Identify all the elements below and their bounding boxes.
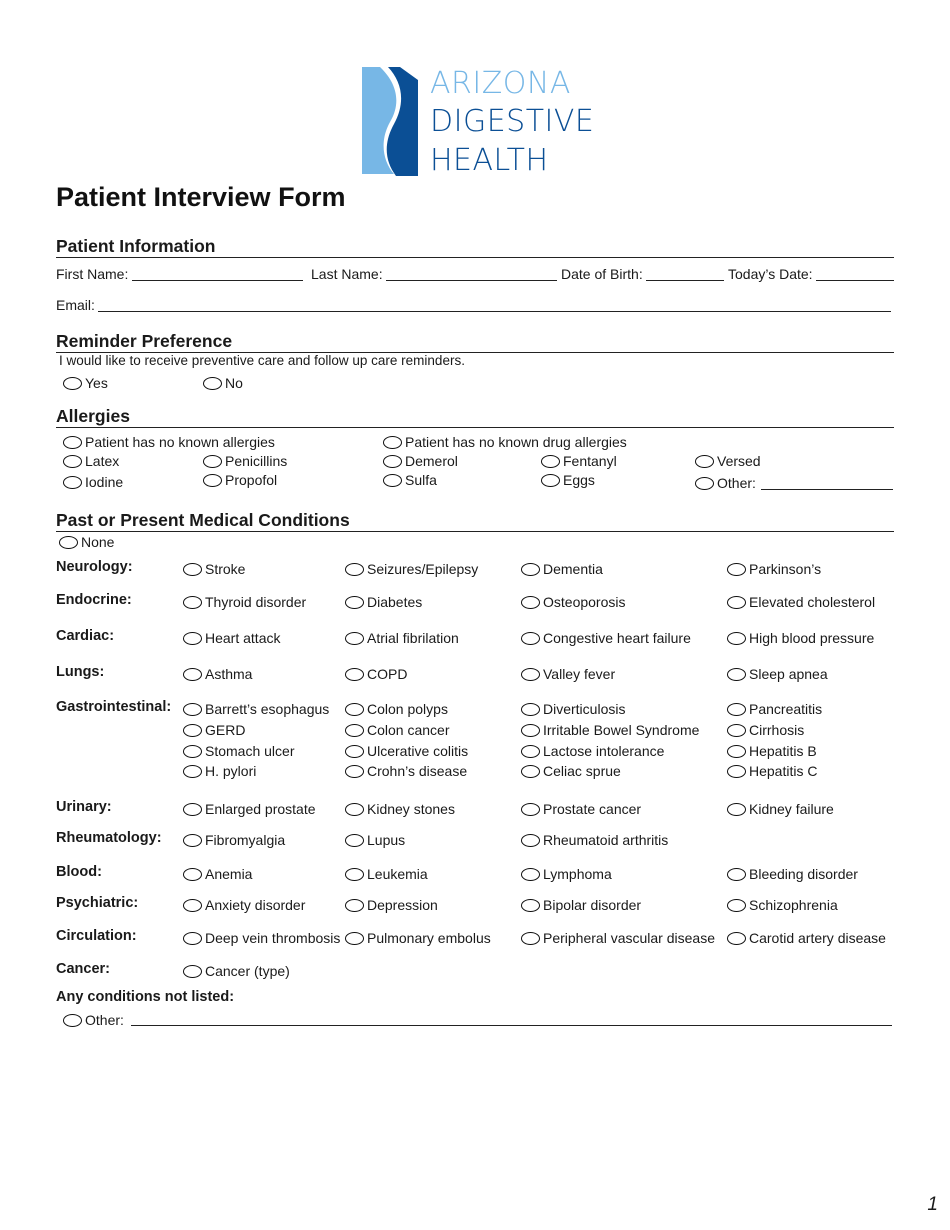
allergy-propofol[interactable] bbox=[203, 472, 277, 488]
radio-icon[interactable] bbox=[727, 632, 746, 645]
logo-mark-icon bbox=[360, 62, 420, 184]
option-label: Thyroid disorder bbox=[205, 594, 307, 610]
condition-option[interactable] bbox=[183, 701, 329, 717]
option-label: Dementia bbox=[543, 561, 603, 577]
option-label: Penicillins bbox=[225, 453, 288, 469]
option-label: Propofol bbox=[225, 472, 278, 488]
radio-icon[interactable] bbox=[183, 965, 202, 978]
radio-icon[interactable] bbox=[63, 436, 82, 449]
option-label: Fibromyalgia bbox=[205, 832, 286, 848]
radio-icon[interactable] bbox=[345, 745, 364, 758]
radio-icon[interactable] bbox=[521, 932, 540, 945]
category-label: Blood: bbox=[56, 864, 102, 880]
condition-option[interactable] bbox=[183, 763, 256, 779]
category-label: Cancer: bbox=[56, 961, 110, 977]
radio-icon[interactable] bbox=[521, 745, 540, 758]
option-label: Hepatitis C bbox=[749, 763, 818, 779]
condition-option[interactable] bbox=[183, 832, 285, 848]
radio-icon[interactable] bbox=[521, 703, 540, 716]
option-label: Celiac sprue bbox=[543, 763, 621, 779]
option-label: Anxiety disorder bbox=[205, 897, 306, 913]
option-label: Elevated cholesterol bbox=[749, 594, 876, 610]
allergy-other[interactable] bbox=[695, 475, 756, 491]
condition-option[interactable] bbox=[345, 666, 407, 682]
condition-option[interactable] bbox=[727, 930, 886, 946]
condition-option[interactable] bbox=[521, 897, 641, 913]
reminder-question: I would like to receive preventive care and follow up care reminders. bbox=[59, 353, 465, 368]
radio-icon[interactable] bbox=[521, 724, 540, 737]
radio-icon[interactable] bbox=[63, 377, 82, 390]
radio-icon[interactable] bbox=[727, 668, 746, 681]
condition-option[interactable] bbox=[183, 666, 252, 682]
condition-option[interactable] bbox=[345, 594, 422, 610]
condition-option[interactable] bbox=[727, 722, 804, 738]
radio-icon[interactable] bbox=[541, 474, 560, 487]
option-label: Diabetes bbox=[367, 594, 423, 610]
last-name-field[interactable] bbox=[386, 280, 557, 281]
email-label: Email: bbox=[56, 297, 95, 313]
condition-option[interactable] bbox=[183, 722, 245, 738]
allergy-sulfa[interactable] bbox=[383, 472, 437, 488]
condition-option[interactable] bbox=[521, 832, 668, 848]
option-label: Patient has no known drug allergies bbox=[405, 434, 627, 450]
radio-icon[interactable] bbox=[183, 745, 202, 758]
radio-icon[interactable] bbox=[541, 455, 560, 468]
option-label: None bbox=[81, 534, 115, 550]
option-label: Lactose intolerance bbox=[543, 743, 665, 759]
radio-icon[interactable] bbox=[203, 474, 222, 487]
condition-option[interactable] bbox=[345, 561, 478, 577]
category-label: Gastrointestinal: bbox=[56, 699, 172, 715]
radio-icon[interactable] bbox=[521, 563, 540, 576]
condition-option[interactable] bbox=[521, 561, 603, 577]
condition-option[interactable] bbox=[727, 561, 821, 577]
option-label: Sulfa bbox=[405, 472, 437, 488]
page-title: Patient Interview Form bbox=[56, 182, 346, 212]
page-number: 1 bbox=[927, 1194, 938, 1215]
condition-option[interactable] bbox=[345, 897, 438, 913]
option-label: Cancer (type) bbox=[205, 963, 290, 979]
condition-option[interactable] bbox=[521, 866, 612, 882]
radio-icon[interactable] bbox=[63, 476, 82, 489]
condition-option[interactable] bbox=[345, 701, 448, 717]
option-label: Carotid artery disease bbox=[749, 930, 886, 946]
condition-option[interactable] bbox=[727, 866, 858, 882]
allergy-other-field[interactable] bbox=[761, 489, 893, 490]
option-label: Osteoporosis bbox=[543, 594, 626, 610]
section-heading: Allergies bbox=[56, 406, 130, 426]
condition-option[interactable] bbox=[183, 561, 245, 577]
radio-icon[interactable] bbox=[345, 932, 364, 945]
condition-option[interactable] bbox=[727, 763, 817, 779]
radio-icon[interactable] bbox=[727, 765, 746, 778]
option-label: Versed bbox=[717, 453, 761, 469]
section-reminder bbox=[56, 331, 894, 353]
radio-icon[interactable] bbox=[727, 563, 746, 576]
option-label: Bipolar disorder bbox=[543, 897, 642, 913]
radio-icon[interactable] bbox=[727, 932, 746, 945]
radio-icon[interactable] bbox=[183, 803, 202, 816]
condition-option[interactable] bbox=[345, 866, 428, 882]
allergy-penicillins[interactable] bbox=[203, 453, 287, 469]
section-allergies bbox=[56, 406, 894, 428]
allergy-latex[interactable] bbox=[63, 453, 119, 469]
option-label: Crohn’s disease bbox=[367, 763, 468, 779]
condition-none[interactable] bbox=[59, 534, 114, 550]
condition-option[interactable] bbox=[183, 866, 252, 882]
radio-icon[interactable] bbox=[345, 899, 364, 912]
option-label: Lupus bbox=[367, 832, 406, 848]
condition-option[interactable] bbox=[521, 722, 699, 738]
condition-option[interactable] bbox=[521, 666, 615, 682]
option-label: Sleep apnea bbox=[749, 666, 828, 682]
condition-option[interactable] bbox=[183, 963, 290, 979]
allergy-fentanyl[interactable] bbox=[541, 453, 617, 469]
option-label: High blood pressure bbox=[749, 630, 875, 646]
radio-icon[interactable] bbox=[521, 899, 540, 912]
option-label: Other: bbox=[717, 475, 756, 491]
radio-icon[interactable] bbox=[183, 834, 202, 847]
radio-icon[interactable] bbox=[521, 834, 540, 847]
radio-icon[interactable] bbox=[59, 536, 78, 549]
section-conditions bbox=[56, 510, 894, 532]
option-label: No bbox=[225, 375, 243, 391]
option-label: Colon cancer bbox=[367, 722, 450, 738]
radio-icon[interactable] bbox=[345, 834, 364, 847]
option-label: Valley fever bbox=[543, 666, 616, 682]
radio-icon[interactable] bbox=[183, 563, 202, 576]
option-label: Stomach ulcer bbox=[205, 743, 295, 759]
radio-icon[interactable] bbox=[727, 868, 746, 881]
radio-icon[interactable] bbox=[727, 899, 746, 912]
condition-option[interactable] bbox=[727, 897, 838, 913]
option-label: Hepatitis B bbox=[749, 743, 817, 759]
condition-other-field[interactable] bbox=[131, 1025, 892, 1026]
condition-option[interactable] bbox=[345, 832, 405, 848]
radio-icon[interactable] bbox=[727, 703, 746, 716]
category-label: Circulation: bbox=[56, 928, 137, 944]
allergy-no-known-drug[interactable] bbox=[383, 434, 627, 450]
logo bbox=[360, 62, 600, 184]
section-heading: Patient Information bbox=[56, 236, 216, 256]
option-label: Asthma bbox=[205, 666, 253, 682]
radio-icon[interactable] bbox=[727, 745, 746, 758]
radio-icon[interactable] bbox=[521, 632, 540, 645]
radio-icon[interactable] bbox=[383, 455, 402, 468]
option-label: Kidney failure bbox=[749, 801, 834, 817]
option-label: Other: bbox=[85, 1012, 124, 1028]
option-label: Bleeding disorder bbox=[749, 866, 858, 882]
radio-icon[interactable] bbox=[183, 668, 202, 681]
radio-icon[interactable] bbox=[521, 765, 540, 778]
option-label: Rheumatoid arthritis bbox=[543, 832, 669, 848]
option-label: Fentanyl bbox=[563, 453, 617, 469]
option-label: Pulmonary embolus bbox=[367, 930, 491, 946]
radio-icon[interactable] bbox=[345, 703, 364, 716]
option-label: Ulcerative colitis bbox=[367, 743, 469, 759]
logo-line-3: HEALTH bbox=[430, 143, 549, 178]
radio-icon[interactable] bbox=[521, 596, 540, 609]
radio-icon[interactable] bbox=[521, 868, 540, 881]
section-heading: Reminder Preference bbox=[56, 331, 233, 351]
category-label: Psychiatric: bbox=[56, 895, 139, 911]
allergy-eggs[interactable] bbox=[541, 472, 595, 488]
option-label: Irritable Bowel Syndrome bbox=[543, 722, 700, 738]
radio-icon[interactable] bbox=[183, 932, 202, 945]
radio-icon[interactable] bbox=[345, 868, 364, 881]
option-label: Eggs bbox=[563, 472, 595, 488]
radio-icon[interactable] bbox=[63, 455, 82, 468]
radio-icon[interactable] bbox=[521, 803, 540, 816]
option-label: Prostate cancer bbox=[543, 801, 642, 817]
condition-option[interactable] bbox=[183, 930, 340, 946]
reminder-yes-option[interactable] bbox=[63, 375, 108, 391]
option-label: Latex bbox=[85, 453, 120, 469]
option-label: Seizures/Epilepsy bbox=[367, 561, 479, 577]
option-label: Leukemia bbox=[367, 866, 428, 882]
option-label: Demerol bbox=[405, 453, 458, 469]
condition-option[interactable] bbox=[183, 801, 316, 817]
category-label: Lungs: bbox=[56, 664, 105, 680]
section-patient-info bbox=[56, 236, 894, 258]
category-label: Rheumatology: bbox=[56, 830, 162, 846]
today-date-label: Today’s Date: bbox=[728, 266, 813, 282]
condition-option[interactable] bbox=[727, 594, 875, 610]
option-label: Peripheral vascular disease bbox=[543, 930, 715, 946]
option-label: Cirrhosis bbox=[749, 722, 805, 738]
radio-icon[interactable] bbox=[695, 477, 714, 490]
condition-option[interactable] bbox=[183, 630, 280, 646]
option-label: Schizophrenia bbox=[749, 897, 838, 913]
radio-icon[interactable] bbox=[345, 765, 364, 778]
option-label: GERD bbox=[205, 722, 246, 738]
radio-icon[interactable] bbox=[183, 765, 202, 778]
radio-icon[interactable] bbox=[183, 703, 202, 716]
category-label: Urinary: bbox=[56, 799, 112, 815]
option-label: Colon polyps bbox=[367, 701, 448, 717]
option-label: Anemia bbox=[205, 866, 253, 882]
radio-icon[interactable] bbox=[695, 455, 714, 468]
radio-icon[interactable] bbox=[345, 668, 364, 681]
condition-option[interactable] bbox=[521, 930, 715, 946]
category-label: Neurology: bbox=[56, 559, 133, 575]
option-label: Yes bbox=[85, 375, 108, 391]
radio-icon[interactable] bbox=[727, 803, 746, 816]
radio-icon[interactable] bbox=[183, 724, 202, 737]
option-label: Deep vein thrombosis bbox=[205, 930, 341, 946]
radio-icon[interactable] bbox=[183, 899, 202, 912]
condition-option[interactable] bbox=[183, 594, 306, 610]
allergy-no-known[interactable] bbox=[63, 434, 275, 450]
condition-option[interactable] bbox=[521, 594, 625, 610]
option-label: Barrett’s esophagus bbox=[205, 701, 330, 717]
logo-line-2: DIGESTIVE bbox=[430, 104, 595, 139]
radio-icon[interactable] bbox=[345, 803, 364, 816]
option-label: Kidney stones bbox=[367, 801, 455, 817]
radio-icon[interactable] bbox=[345, 596, 364, 609]
condition-option[interactable] bbox=[345, 801, 455, 817]
condition-option[interactable] bbox=[345, 763, 467, 779]
option-label: Lymphoma bbox=[543, 866, 612, 882]
condition-option[interactable] bbox=[183, 897, 305, 913]
condition-option[interactable] bbox=[727, 666, 828, 682]
category-label: Cardiac: bbox=[56, 628, 115, 644]
not-listed-label: Any conditions not listed: bbox=[56, 989, 235, 1005]
allergy-iodine[interactable] bbox=[63, 474, 123, 490]
condition-option[interactable] bbox=[727, 701, 822, 717]
first-name-field[interactable] bbox=[132, 280, 303, 281]
radio-icon[interactable] bbox=[203, 377, 222, 390]
radio-icon[interactable] bbox=[727, 724, 746, 737]
condition-option[interactable] bbox=[521, 801, 641, 817]
allergy-demerol[interactable] bbox=[383, 453, 458, 469]
condition-option[interactable] bbox=[345, 743, 468, 759]
radio-icon[interactable] bbox=[183, 596, 202, 609]
radio-icon[interactable] bbox=[183, 868, 202, 881]
option-label: Heart attack bbox=[205, 630, 281, 646]
option-label: Atrial fibrilation bbox=[367, 630, 459, 646]
radio-icon[interactable] bbox=[727, 596, 746, 609]
email-field[interactable] bbox=[98, 311, 891, 312]
logo-line-1: ARIZONA bbox=[430, 66, 571, 101]
option-label: H. pylori bbox=[205, 763, 257, 779]
first-name-label: First Name: bbox=[56, 266, 129, 282]
condition-option[interactable] bbox=[521, 701, 625, 717]
option-label: Congestive heart failure bbox=[543, 630, 691, 646]
option-label: Depression bbox=[367, 897, 438, 913]
reminder-no-option[interactable] bbox=[203, 375, 243, 391]
condition-option[interactable] bbox=[521, 630, 691, 646]
condition-option[interactable] bbox=[727, 743, 817, 759]
condition-option[interactable] bbox=[521, 763, 621, 779]
condition-other[interactable] bbox=[63, 1012, 124, 1028]
radio-icon[interactable] bbox=[383, 474, 402, 487]
dob-label: Date of Birth: bbox=[561, 266, 643, 282]
allergy-versed[interactable] bbox=[695, 453, 761, 469]
radio-icon[interactable] bbox=[63, 1014, 82, 1027]
radio-icon[interactable] bbox=[345, 724, 364, 737]
radio-icon[interactable] bbox=[383, 436, 402, 449]
option-label: Enlarged prostate bbox=[205, 801, 316, 817]
condition-option[interactable] bbox=[183, 743, 294, 759]
dob-field[interactable] bbox=[646, 280, 724, 281]
option-label: COPD bbox=[367, 666, 408, 682]
option-label: Parkinson’s bbox=[749, 561, 822, 577]
condition-option[interactable] bbox=[727, 801, 834, 817]
category-label: Endocrine: bbox=[56, 592, 132, 608]
section-heading: Past or Present Medical Conditions bbox=[56, 510, 350, 530]
condition-option[interactable] bbox=[345, 630, 459, 646]
radio-icon[interactable] bbox=[521, 668, 540, 681]
condition-option[interactable] bbox=[345, 722, 450, 738]
radio-icon[interactable] bbox=[183, 632, 202, 645]
radio-icon[interactable] bbox=[345, 563, 364, 576]
today-date-field[interactable] bbox=[816, 280, 894, 281]
condition-option[interactable] bbox=[727, 630, 874, 646]
radio-icon[interactable] bbox=[203, 455, 222, 468]
option-label: Pancreatitis bbox=[749, 701, 823, 717]
last-name-label: Last Name: bbox=[311, 266, 383, 282]
condition-option[interactable] bbox=[521, 743, 664, 759]
option-label: Patient has no known allergies bbox=[85, 434, 275, 450]
radio-icon[interactable] bbox=[345, 632, 364, 645]
condition-option[interactable] bbox=[345, 930, 491, 946]
option-label: Diverticulosis bbox=[543, 701, 626, 717]
option-label: Iodine bbox=[85, 474, 124, 490]
option-label: Stroke bbox=[205, 561, 246, 577]
